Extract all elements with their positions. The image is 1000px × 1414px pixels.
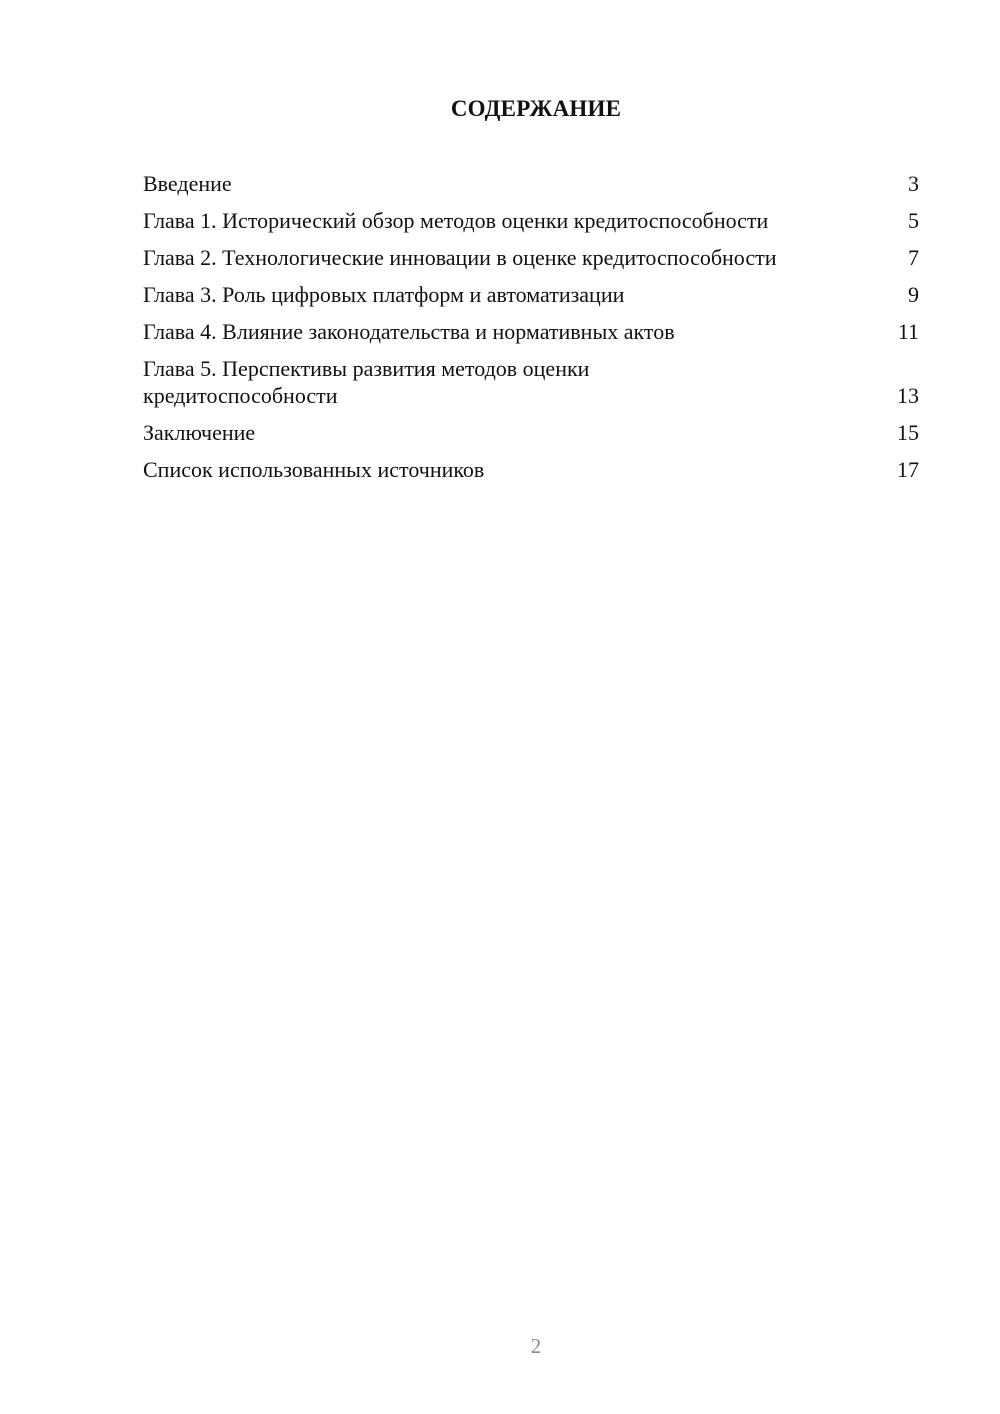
toc-entry-chapter-2 — [143, 244, 919, 271]
toc-entry-chapter-1 — [143, 207, 919, 234]
toc-entry-text: Глава 3. Роль цифровых платформ и автоматизации — [143, 282, 625, 307]
page-title: СОДЕРЖАНИЕ — [450, 96, 622, 121]
toc-entry-chapter-4 — [143, 318, 919, 345]
toc-entry-page: 13 — [897, 383, 919, 408]
toc-entry-page: 17 — [897, 457, 919, 482]
toc-entry-page: 3 — [908, 171, 919, 196]
toc-entry-page: 5 — [908, 208, 919, 233]
toc-entry-references — [143, 456, 919, 483]
toc-entry-text: Введение — [143, 171, 232, 196]
toc-entry-text: Глава 1. Исторический обзор методов оценки кредитоспособности — [143, 208, 769, 233]
table-of-contents — [143, 170, 919, 493]
toc-entry-introduction — [143, 170, 919, 197]
toc-entry-page: 7 — [908, 245, 919, 270]
toc-entry-chapter-3 — [143, 281, 919, 308]
toc-entry-text: Глава 5. Перспективы развития методов оценки кредитоспособности — [143, 356, 590, 408]
toc-entry-page: 11 — [897, 319, 919, 344]
page-number: 2 — [530, 1334, 542, 1358]
toc-entry-page: 9 — [908, 282, 919, 307]
toc-entry-chapter-5 — [143, 355, 919, 409]
toc-entry-conclusion — [143, 419, 919, 446]
toc-entry-text: Заключение — [143, 420, 256, 445]
toc-entry-text: Глава 2. Технологические инновации в оценке кредитоспособности — [143, 245, 777, 270]
toc-entry-text: Глава 4. Влияние законодательства и нормативных актов — [143, 319, 675, 344]
toc-entry-page: 15 — [897, 420, 919, 445]
toc-entry-text: Список использованных источников — [143, 457, 485, 482]
